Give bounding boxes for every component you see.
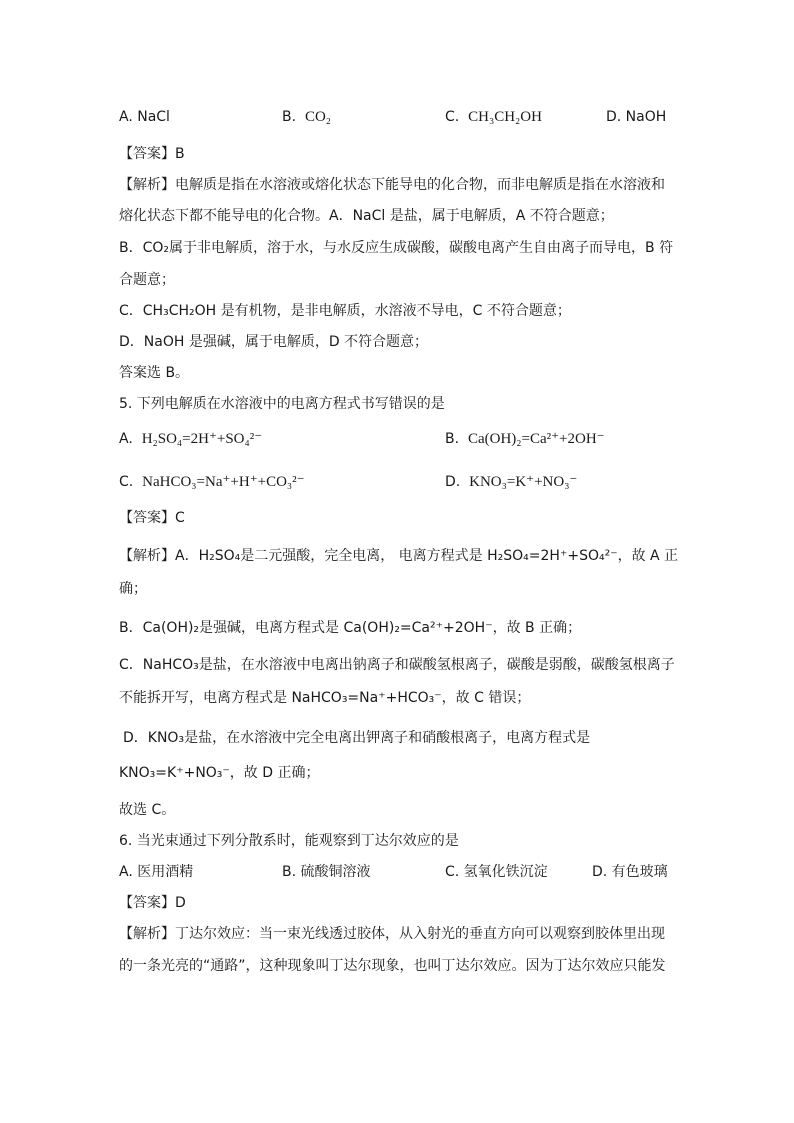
q6-option-b: B. 硫酸铜溶液	[282, 864, 371, 880]
q5-analysis-c-line-2: 不能拆开写，电离方程式是 NaHCO₃=Na⁺+HCO₃⁻，故 C 错误；	[119, 690, 531, 706]
q6-option-c: C. 氢氧化铁沉淀	[445, 864, 548, 880]
q5-option-d-formula: KNO₃=K⁺+NO₃⁻	[469, 474, 578, 490]
q5-option-a-formula: H₂SO₄=2H⁺+SO₄²⁻	[141, 431, 263, 447]
q4-analysis-line-4: 合题意；	[119, 272, 175, 288]
q5-conclusion: 故选 C。	[119, 802, 176, 818]
q4-option-b: B. CO₂	[282, 109, 332, 125]
q4-option-c-formula: CH₃CH₂OH	[468, 109, 542, 125]
q4-analysis-line-6: D．NaOH 是强碱，属于电解质，D 不符合题意；	[119, 334, 429, 350]
q4-option-c: C. CH₃CH₂OH	[445, 109, 542, 125]
q5-option-b-formula: Ca(OH)₂=Ca²⁺+2OH⁻	[467, 431, 605, 447]
q6-option-d: D. 有色玻璃	[592, 864, 668, 880]
q4-analysis-line-1: 【解析】电解质是指在水溶液或熔化状态下能导电的化合物，而非电解质是指在水溶液和	[119, 177, 665, 193]
q5-option-b: B. Ca(OH)₂=Ca²⁺+2OH⁻	[445, 431, 605, 447]
q4-option-a: A. NaCl	[119, 109, 170, 125]
q4-option-b-formula: CO₂	[304, 109, 332, 125]
q4-analysis-line-5: C．CH₃CH₂OH 是有机物，是非电解质，水溶液不导电，C 不符合题意；	[119, 303, 571, 319]
q6-analysis-line-2: 的一条光亮的“通路”，这种现象叫丁达尔现象，也叫丁达尔效应。因为丁达尔效应只能发	[119, 958, 666, 974]
q5-answer: 【答案】C	[119, 510, 185, 526]
q4-analysis-line-2: 熔化状态下都不能导电的化合物。A．NaCl 是盐，属于电解质，A 不符合题意；	[119, 208, 614, 224]
q5-analysis-a-line-2: 确；	[119, 581, 147, 597]
q6-stem: 6. 当光束通过下列分散系时，能观察到丁达尔效应的是	[119, 833, 459, 849]
q4-analysis-line-3: B．CO₂属于非电解质，溶于水，与水反应生成碳酸，碳酸电离产生自由离子而导电，B 符	[119, 240, 674, 256]
q5-analysis-d-line-1: D．KNO₃是盐，在水溶液中完全电离出钾离子和硝酸根离子，电离方程式是	[123, 730, 591, 746]
q6-option-a: A. 医用酒精	[119, 864, 194, 880]
q5-stem: 5. 下列电解质在水溶液中的电离方程式书写错误的是	[119, 396, 445, 412]
q5-option-c-formula: NaHCO₃=Na⁺+H⁺+CO₃²⁻	[142, 474, 305, 490]
q5-analysis-a-line-1: 【解析】A．H₂SO₄是二元强酸，完全电离， 电离方程式是 H₂SO₄=2H⁺+SO₄²⁻，故 A 正	[119, 548, 679, 564]
q6-answer: 【答案】D	[119, 895, 186, 911]
q6-analysis-line-1: 【解析】丁达尔效应：当一束光线透过胶体，从入射光的垂直方向可以观察到胶体里出现	[119, 926, 665, 942]
q4-option-d: D. NaOH	[606, 109, 667, 125]
q5-analysis-d-line-2: KNO₃=K⁺+NO₃⁻，故 D 正确；	[119, 765, 320, 781]
q4-answer: 【答案】B	[119, 146, 185, 162]
q5-analysis-b: B．Ca(OH)₂是强碱，电离方程式是 Ca(OH)₂=Ca²⁺+2OH⁻，故 B 正确；	[119, 620, 582, 636]
q5-option-d: D. KNO₃=K⁺+NO₃⁻	[445, 474, 578, 490]
q5-option-c: C. NaHCO₃=Na⁺+H⁺+CO₃²⁻	[119, 474, 305, 490]
q4-conclusion: 答案选 B。	[119, 365, 190, 381]
q5-option-a: A. H₂SO₄=2H⁺+SO₄²⁻	[119, 431, 263, 447]
q5-analysis-c-line-1: C．NaHCO₃是盐，在水溶液中电离出钠离子和碳酸氢根离子，碳酸是弱酸，碳酸氢根离子	[119, 657, 675, 673]
